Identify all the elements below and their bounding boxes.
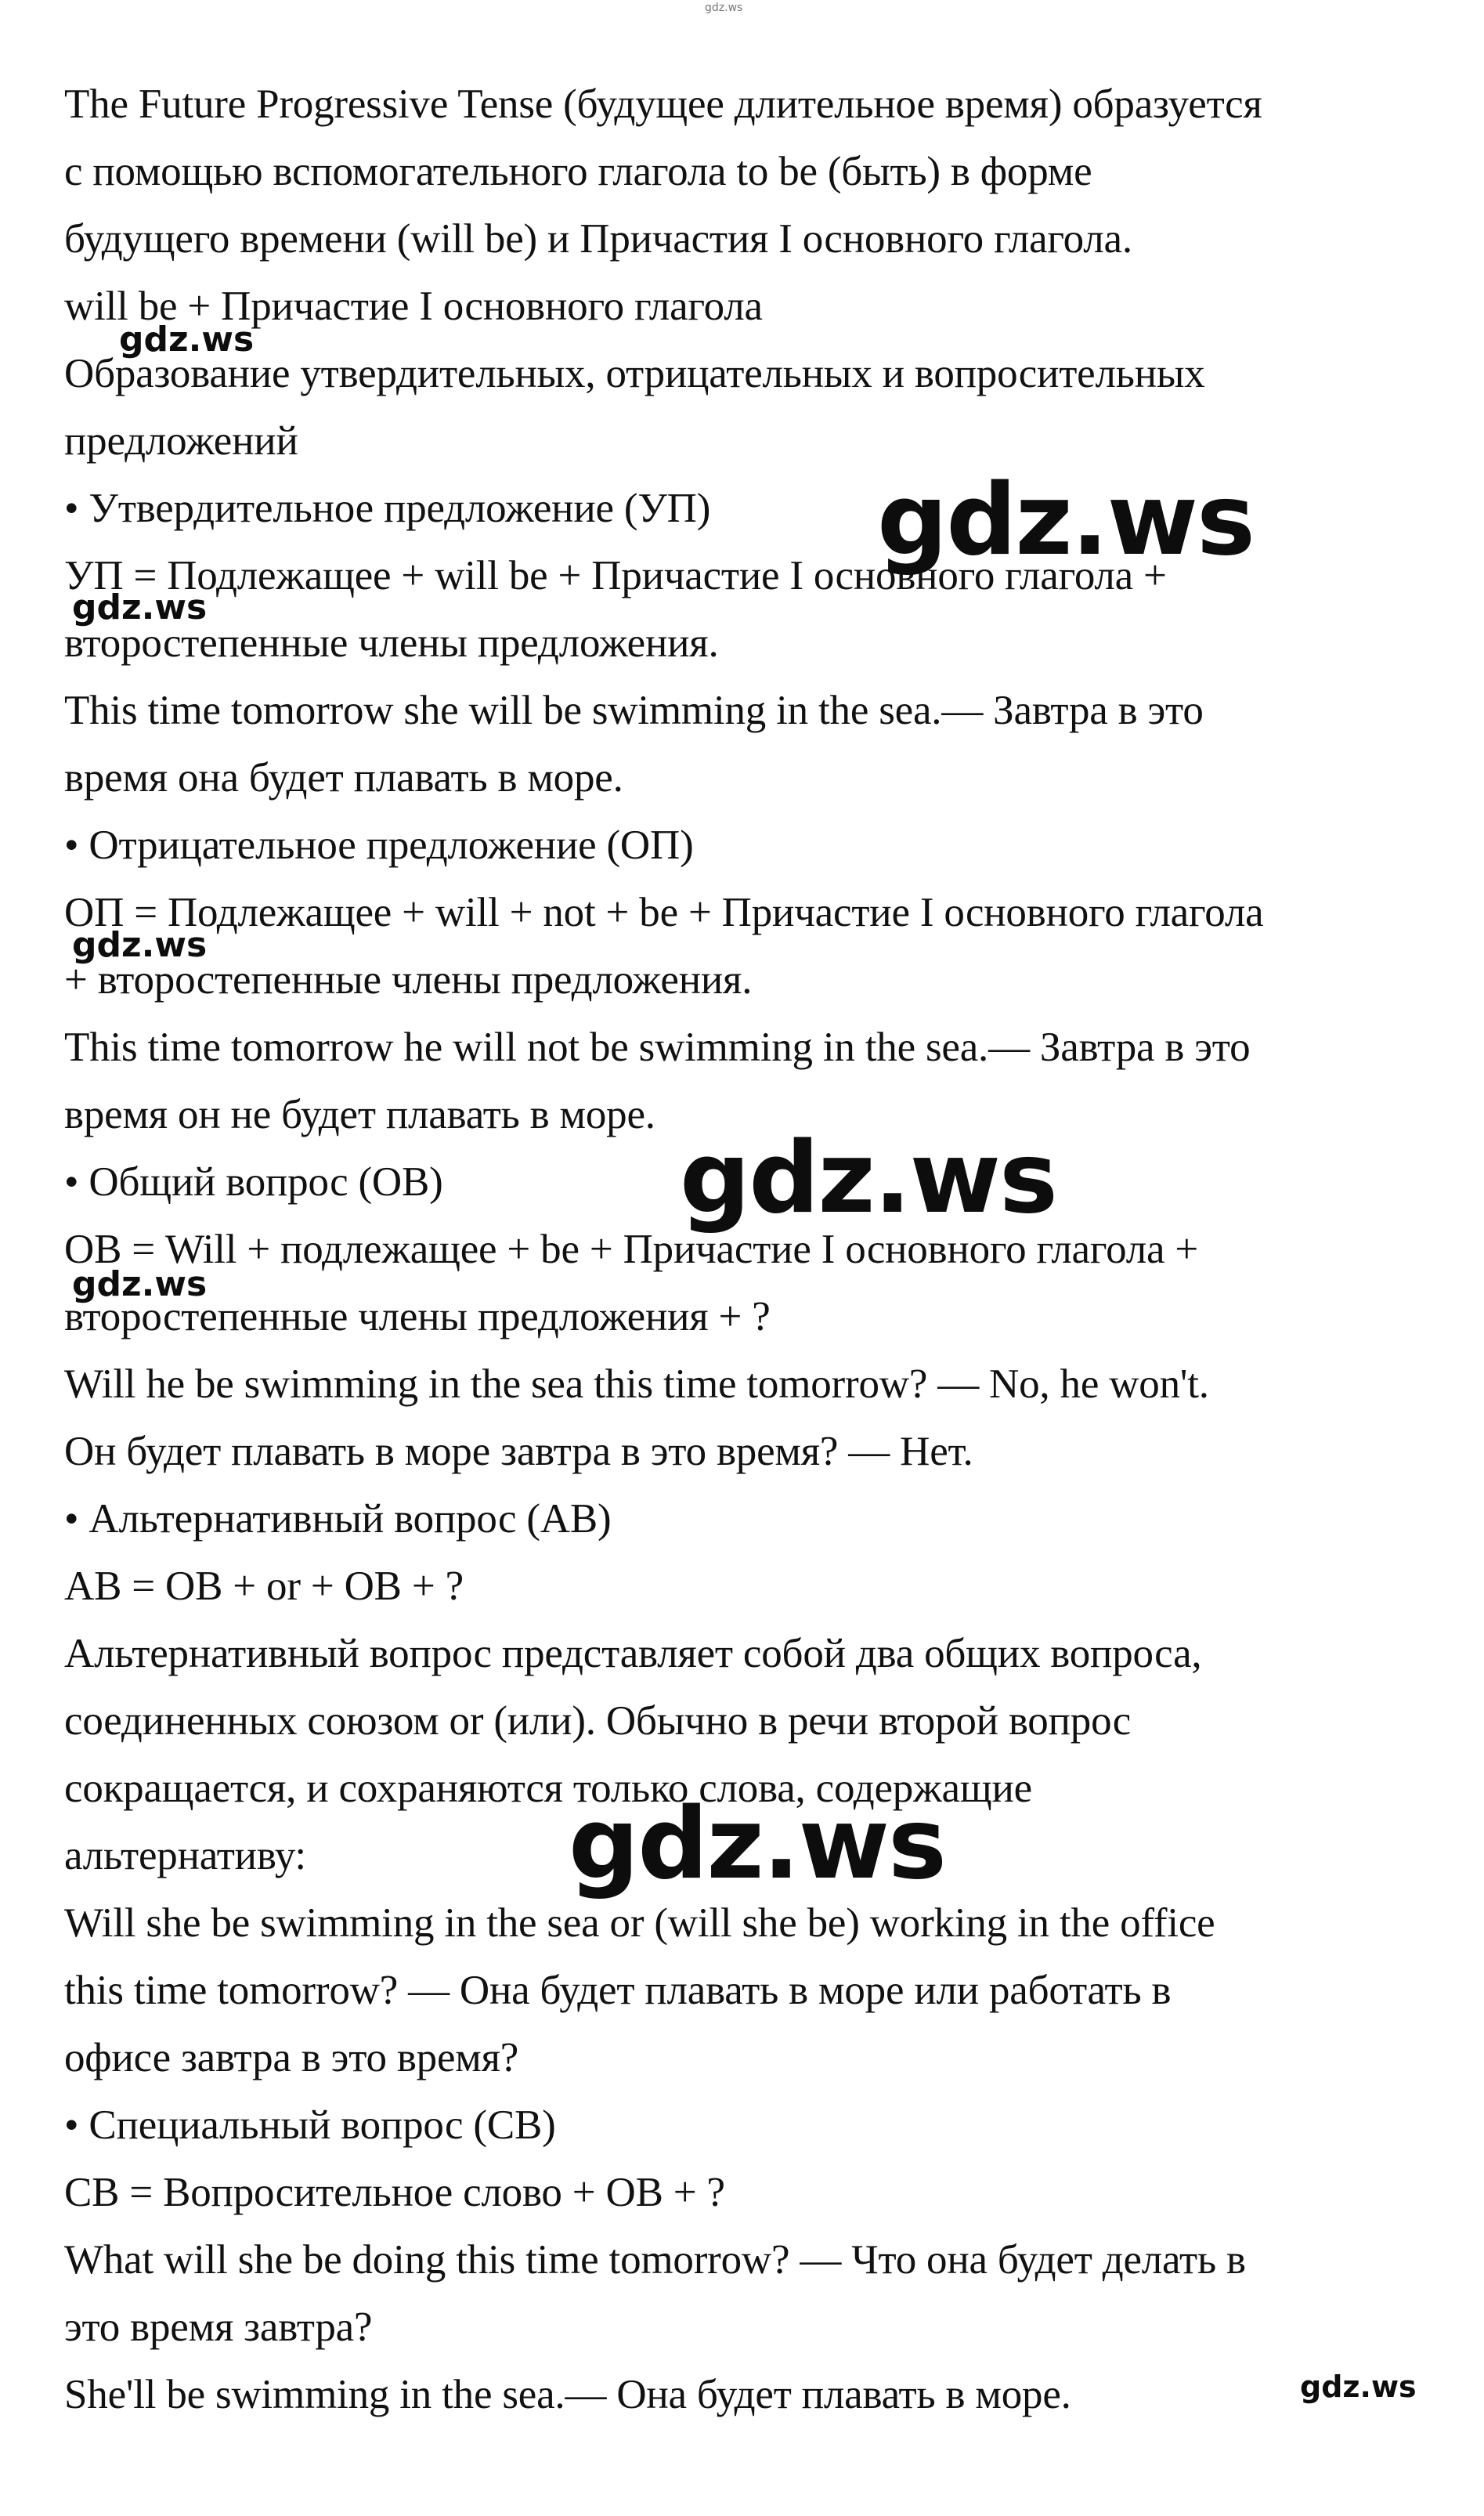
text-line: Он будет плавать в море завтра в это время? — Нет. bbox=[64, 1429, 973, 1474]
text-line: Образование утвердительных, отрицательных и вопросительных bbox=[64, 351, 1205, 396]
text-line: This time tomorrow he will not be swimming in the sea.— Завтра в это bbox=[64, 1025, 1251, 1070]
text-line: What will she be doing this time tomorrow? — Что она будет делать в bbox=[64, 2237, 1246, 2283]
text-line: соединенных союзом or (или). Обычно в речи второй вопрос bbox=[64, 1698, 1132, 1744]
watermark-small: gdz.ws bbox=[72, 925, 208, 965]
text-line: это время завтра? bbox=[64, 2305, 373, 2350]
text-line: время она будет плавать в море. bbox=[64, 755, 623, 801]
text-line: + второстепенные члены предложения. bbox=[64, 957, 753, 1003]
text-line: второстепенные члены предложения. bbox=[64, 620, 719, 666]
text-line: The Future Progressive Tense (будущее длительное время) образуется bbox=[64, 81, 1262, 127]
text-line: АВ = ОВ + or + ОВ + ? bbox=[64, 1563, 464, 1609]
text-line: Will she be swimming in the sea or (will she be) working in the office bbox=[64, 1900, 1215, 1946]
watermark-big: gdz.ws bbox=[680, 1120, 1056, 1235]
text-line: время он не будет плавать в море. bbox=[64, 1092, 655, 1137]
watermark-top: gdz.ws bbox=[705, 2, 743, 14]
watermark-big: gdz.ws bbox=[569, 1786, 945, 1901]
text-line: • Утвердительное предложение (УП) bbox=[64, 486, 711, 531]
text-line: She'll be swimming in the sea.— Она будет плавать в море. bbox=[64, 2372, 1071, 2417]
text-line: второстепенные члены предложения + ? bbox=[64, 1294, 771, 1339]
text-line: ОВ = Will + подлежащее + be + Причастие I основного глагола + bbox=[64, 1227, 1199, 1272]
text-line: ОП = Подлежащее + will + not + be + Причастие I основного глагола bbox=[64, 890, 1264, 935]
text-line: альтернативу: bbox=[64, 1833, 306, 1878]
text-line: • Отрицательное предложение (ОП) bbox=[64, 822, 694, 868]
text-line: this time tomorrow? — Она будет плавать в море или работать в bbox=[64, 1968, 1172, 2013]
text-line: will be + Причастие I основного глагола bbox=[64, 284, 763, 329]
text-line: • Общий вопрос (ОВ) bbox=[64, 1159, 443, 1205]
watermark-small: gdz.ws bbox=[1300, 2370, 1417, 2404]
text-line: Альтернативный вопрос представляет собой два общих вопроса, bbox=[64, 1631, 1202, 1676]
text-line: • Альтернативный вопрос (АВ) bbox=[64, 1496, 612, 1542]
watermark-big: gdz.ws bbox=[877, 462, 1254, 577]
text-line: предложений bbox=[64, 418, 298, 464]
text-line: сокращается, и сохраняются только слова, содержащие bbox=[64, 1766, 1032, 1811]
watermark-small: gdz.ws bbox=[119, 320, 255, 360]
text-line: This time tomorrow she will be swimming in the sea.— Завтра в это bbox=[64, 688, 1204, 733]
watermark-small: gdz.ws bbox=[72, 587, 208, 627]
text-line: СВ = Вопросительное слово + ОВ + ? bbox=[64, 2170, 725, 2215]
text-line: • Специальный вопрос (СВ) bbox=[64, 2102, 556, 2148]
text-line: УП = Подлежащее + will be + Причастие I основного глагола + bbox=[64, 553, 1167, 598]
text-line: офисе завтра в это время? bbox=[64, 2035, 519, 2080]
watermark-small: gdz.ws bbox=[72, 1264, 208, 1304]
text-line: Will he be swimming in the sea this time tomorrow? — No, he won't. bbox=[64, 1361, 1209, 1407]
text-line: будущего времени (will be) и Причастия I основного глагола. bbox=[64, 216, 1132, 262]
text-line: с помощью вспомогательного глагола to be (быть) в форме bbox=[64, 149, 1092, 194]
